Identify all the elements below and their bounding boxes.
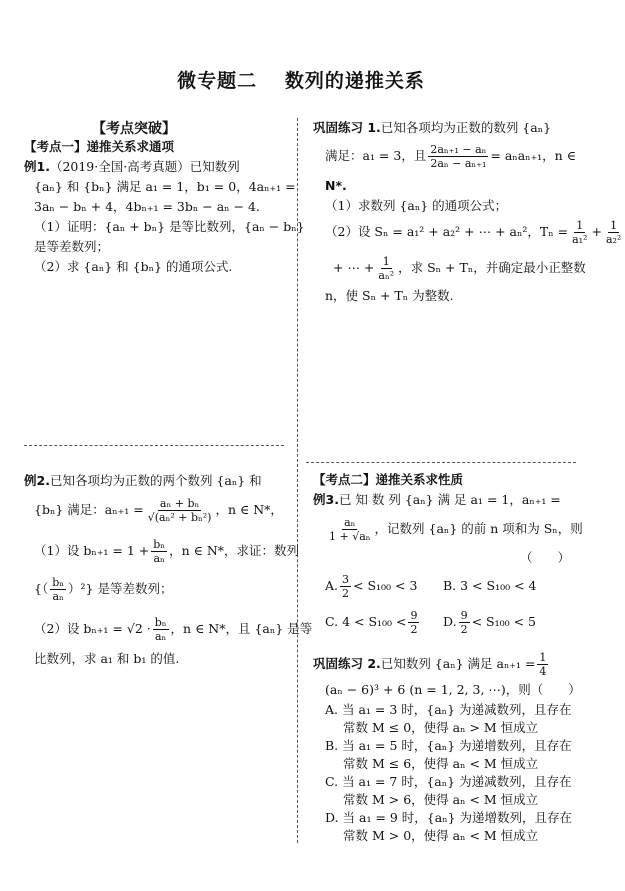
title-part2: 数列的递推关系 <box>284 70 425 92</box>
p2-option-d-line2: 常数 M > 0，使得 aₙ < M 恒成立 <box>343 828 539 843</box>
p2-fraction: $\frac{1}{4}$ <box>539 650 547 678</box>
ex3-option-b[interactable]: B. 3 < S₁₀₀ < 4 <box>443 578 537 593</box>
ex3-option-c[interactable]: C. 4 < S₁₀₀ < $\frac{9}{2}$ <box>325 608 418 636</box>
p2-line1: 巩固练习 2. 已知数列 {aₙ} 满足 aₙ₊₁ = $\frac{1}{4}$ <box>313 650 547 678</box>
ex3-answer-paren: （ ） <box>520 550 571 565</box>
ex2-fraction: $\frac{\text{aₙ + bₙ}}{\text{√(aₙ² + bₙ²)}}$ <box>147 496 212 524</box>
page-title <box>0 66 602 93</box>
p1-frac-1: $\frac{1}{\text{a₁²}}$ <box>572 218 588 246</box>
p2-option-d-line1[interactable]: D. 当 a₁ = 9 时，{aₙ} 为递增数列，且存在 <box>325 810 573 825</box>
p1-label: 巩固练习 1. <box>313 120 381 135</box>
ex2-line4: {（ $\frac{\text{bₙ}}{\text{aₙ}}$ ）²} 是等差数列； <box>34 575 173 603</box>
p1-line6: + ⋯ + $\frac{1}{\text{aₙ²}}$ ，求 Sₙ + Tₙ，并确定最小正整数 <box>333 254 586 282</box>
ex3-option-a[interactable]: A. $\frac{3}{2}$ < S₁₀₀ < 3 <box>325 572 418 600</box>
ex1-line6: （2）求 {aₙ} 和 {bₙ} 的通项公式. <box>34 259 233 274</box>
section-header: 【考点突破】 <box>92 121 176 137</box>
topic2-label: 【考点二】递推关系求性质 <box>313 472 464 487</box>
p1-line1: 巩固练习 1.已知各项均为正数的数列 {aₙ} <box>313 120 552 135</box>
p1-line2: 满足：a₁ = 3，且 $\frac{\text{2aₙ₊₁ − aₙ}}{\text{2aₙ − aₙ₊₁}}$ = aₙaₙ₊₁，n ∈ <box>325 142 576 170</box>
p2-option-b-line1[interactable]: B. 当 a₁ = 5 时，{aₙ} 为递增数列，且存在 <box>325 738 572 753</box>
p2-option-b-line2: 常数 M ≤ 6，使得 aₙ < M 恒成立 <box>343 756 539 771</box>
p1-frac-2: $\frac{1}{\text{a₂²}}$ <box>605 218 622 246</box>
ex1-line5: 是等差数列； <box>34 239 110 254</box>
ex2-line6: 比数列，求 a₁ 和 b₁ 的值. <box>34 651 180 666</box>
ex3-fraction: $\frac{\text{aₙ}}{\text{1 + √aₙ}}$ <box>329 515 371 543</box>
ex1-line4: （1）证明：{aₙ + bₙ} 是等比数列，{aₙ − bₙ} <box>34 219 305 234</box>
p1-line4: （1）求数列 {aₙ} 的通项公式； <box>325 198 508 213</box>
ex3-line1: 例3.已 知 数 列 {aₙ} 满 足 a₁ = 1，aₙ₊₁ = <box>313 492 561 507</box>
ex3-label: 例3. <box>313 492 339 507</box>
ex1-line1: 例1.（2019·全国·高考真题）已知数列 <box>24 159 240 174</box>
p2-line2: (aₙ − 6)³ + 6 (n = 1, 2, 3, ⋯)，则（ ） <box>325 682 581 697</box>
ex2-line3: （1）设 bₙ₊₁ = 1 + $\frac{\text{bₙ}}{\text{aₙ}}$ ，n ∈ N*，求证：数列 <box>34 537 300 565</box>
ex1-line3: 3aₙ − bₙ + 4，4bₙ₊₁ = 3bₙ − aₙ − 4. <box>34 199 260 214</box>
ex3-line2: $\frac{\text{aₙ}}{\text{1 + √aₙ}}$ ，记数列 {aₙ} 的前 n 项和为 Sₙ，则 <box>329 515 583 543</box>
p2-option-c-line1[interactable]: C. 当 a₁ = 7 时，{aₙ} 为递减数列，且存在 <box>325 774 572 789</box>
p2-option-c-line2: 常数 M > 6，使得 aₙ < M 恒成立 <box>343 792 539 807</box>
p2-option-a-line1[interactable]: A. 当 a₁ = 3 时，{aₙ} 为递减数列，且存在 <box>325 702 572 717</box>
ex2-label: 例2. <box>24 473 50 488</box>
title-part1: 微专题二 <box>177 70 258 92</box>
ex2-line5: （2）设 bₙ₊₁ = √2 · $\frac{\text{bₙ}}{\text{aₙ}}$ ，n ∈ N*，且 {aₙ} 是等 <box>34 615 313 643</box>
p2-option-a-line2: 常数 M ≤ 0，使得 aₙ > M 恒成立 <box>343 720 539 735</box>
p2-label: 巩固练习 2. <box>313 656 381 671</box>
ex1-label: 例1. <box>24 159 50 174</box>
p1-frac-3: $\frac{1}{\text{aₙ²}}$ <box>378 254 395 282</box>
p1-line7: n，使 Sₙ + Tₙ 为整数. <box>325 288 454 303</box>
ex2-frac-2: $\frac{\text{bₙ}}{\text{aₙ}}$ <box>153 537 166 565</box>
left-separator <box>24 445 284 446</box>
ex2-line1: 例2.已知各项均为正数的两个数列 {aₙ} 和 <box>24 473 262 488</box>
ex2-frac-4: $\frac{\text{bₙ}}{\text{aₙ}}$ <box>154 615 167 643</box>
right-separator <box>306 462 576 463</box>
ex2-line2: {bₙ} 满足：aₙ₊₁ = $\frac{\text{aₙ + bₙ}}{\text{√(aₙ² + bₙ²)}}$ ，n ∈ N*， <box>34 496 283 524</box>
p1-fraction: $\frac{\text{2aₙ₊₁ − aₙ}}{\text{2aₙ − aₙ₊₁}}$ <box>430 142 487 170</box>
topic1-label: 【考点一】递推关系求通项 <box>24 139 175 154</box>
p1-line5: （2）设 Sₙ = a₁² + a₂² + ⋯ + aₙ²，Tₙ = $\frac{1}{\text{a₁²}}$ + $\frac{1}{\text{a₂²}}$ <box>325 218 622 246</box>
p1-line3: N*. <box>325 178 347 193</box>
ex1-line2: {aₙ} 和 {bₙ} 满足 a₁ = 1，b₁ = 0，4aₙ₊₁ = <box>34 179 296 194</box>
ex3-option-d[interactable]: D. $\frac{9}{2}$ < S₁₀₀ < 5 <box>443 608 536 636</box>
ex2-frac-3: $\frac{\text{bₙ}}{\text{aₙ}}$ <box>52 575 65 603</box>
